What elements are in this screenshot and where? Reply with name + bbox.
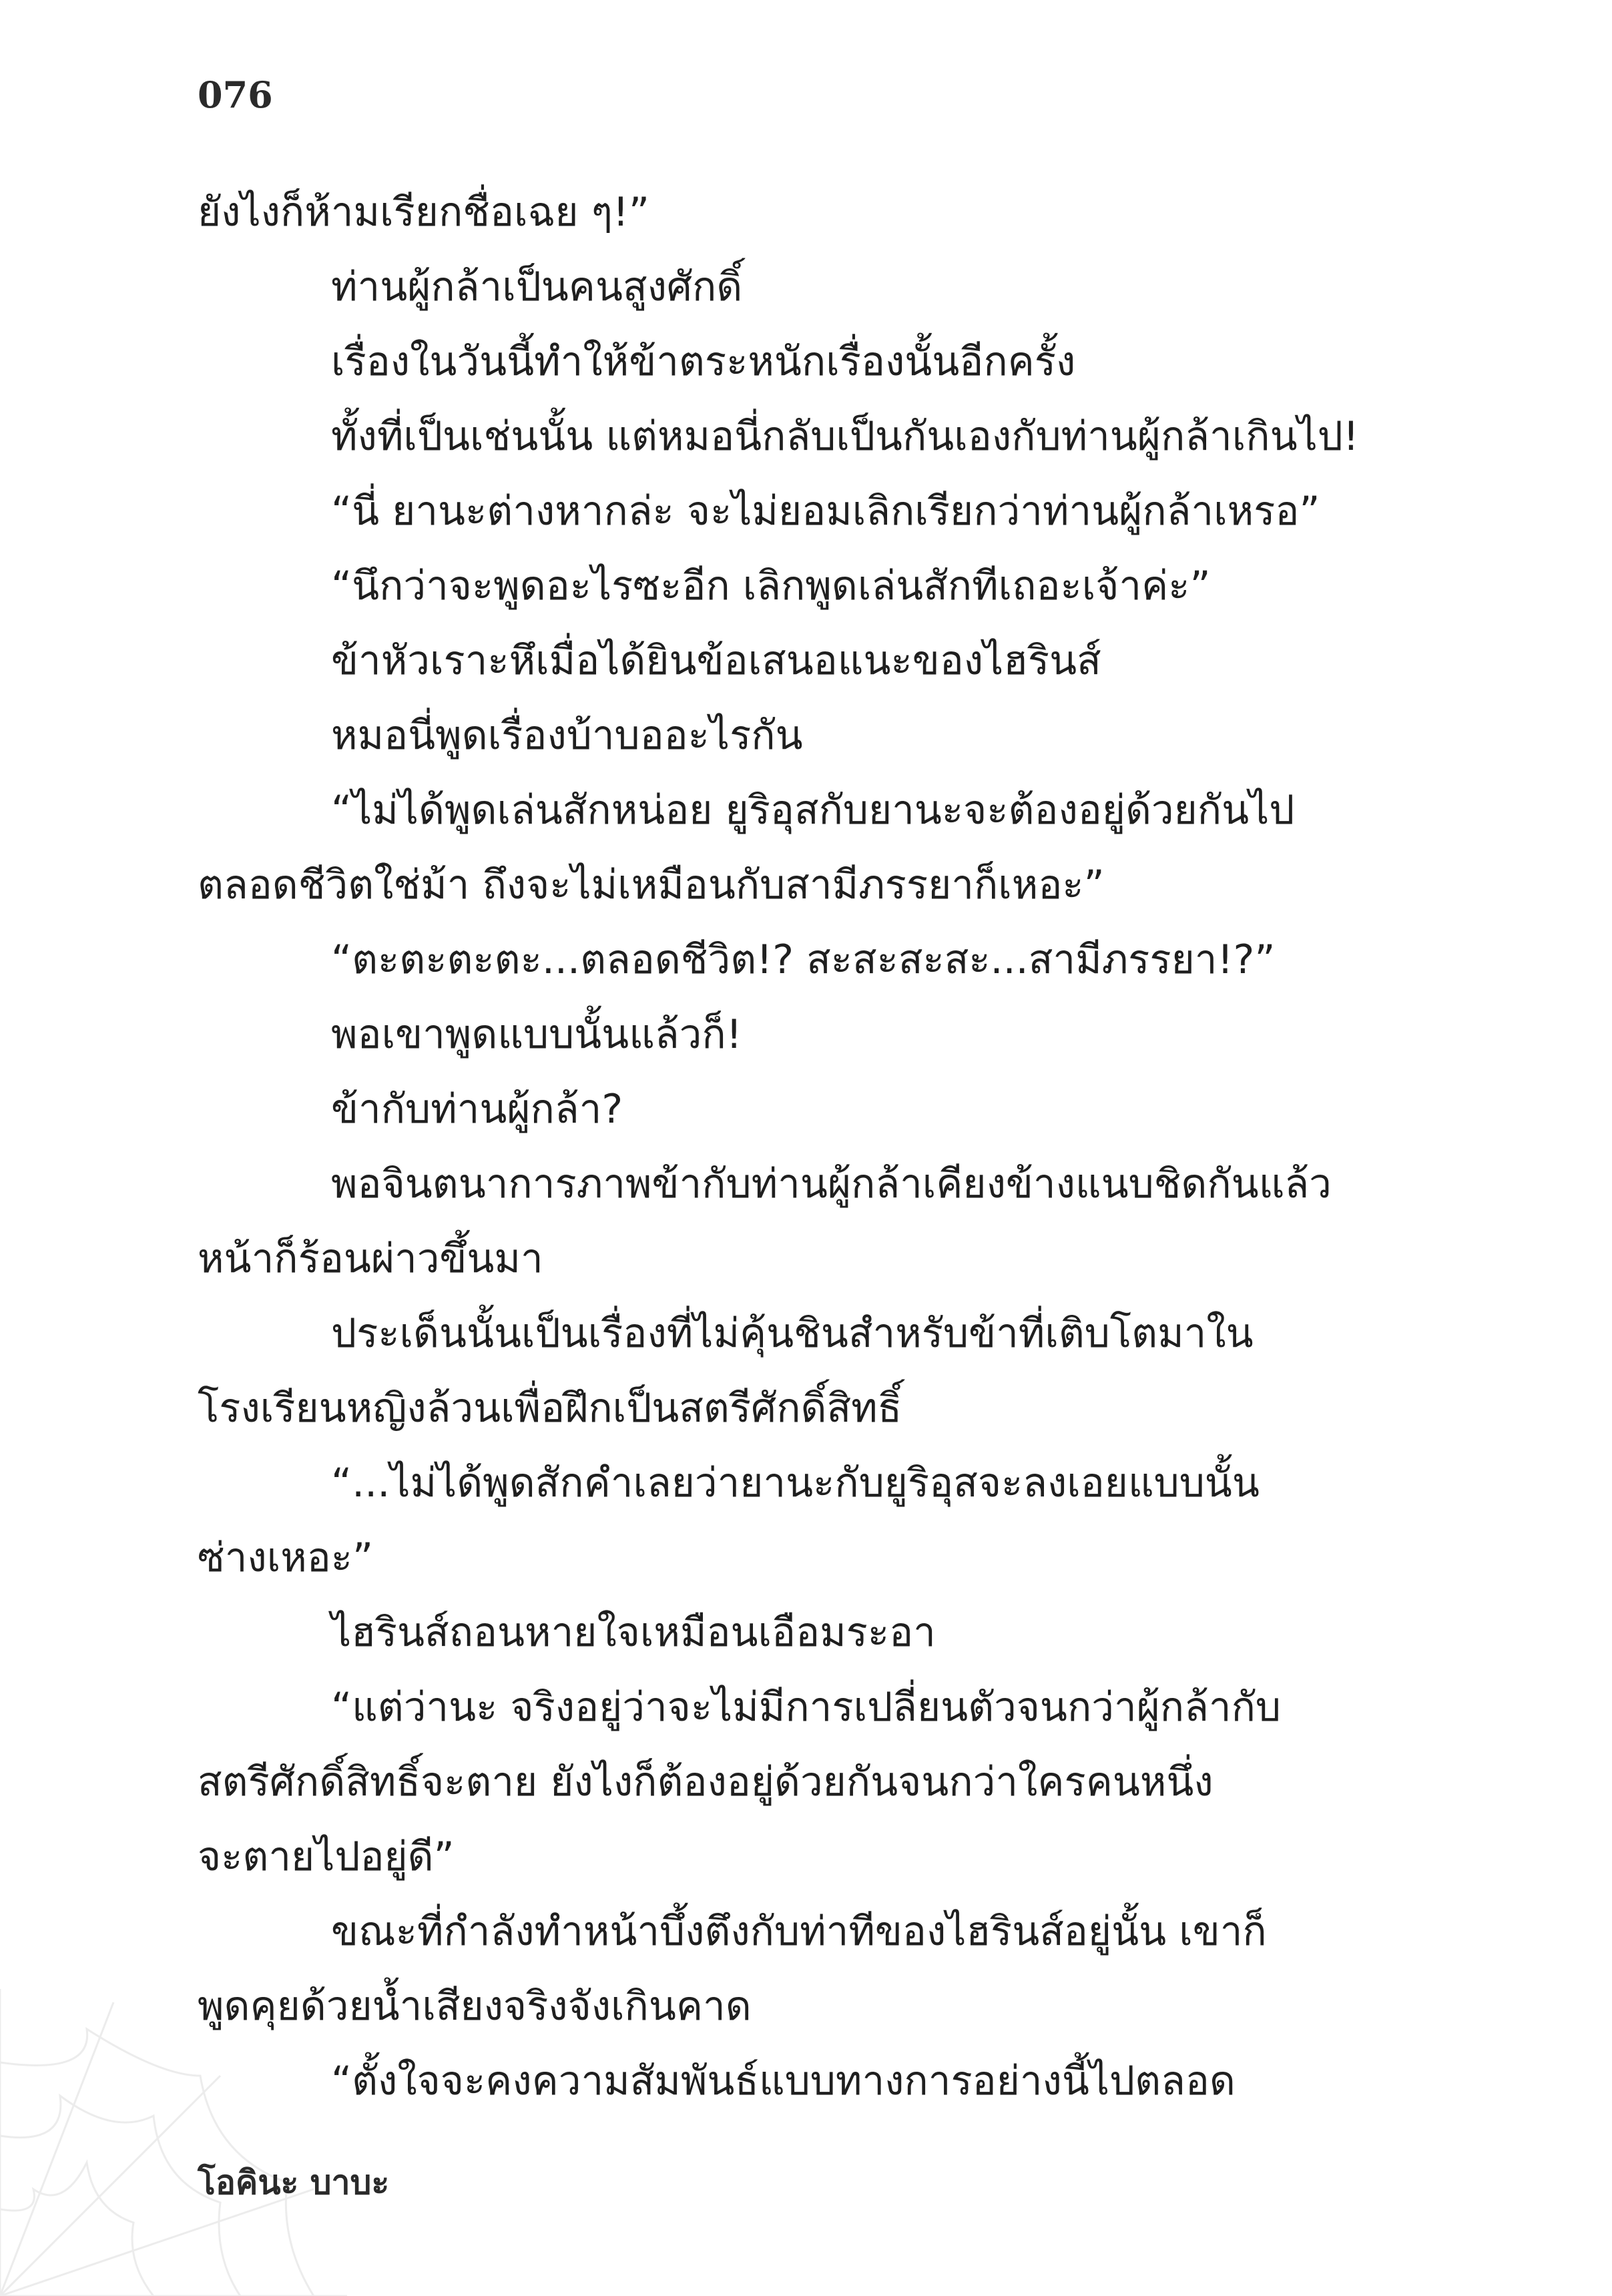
text-line: ขณะที่กำลังทำหน้าบึ้งตึงกับท่าทีของไฮรินส์อยู่นั้น เขาก็ bbox=[331, 1908, 1267, 1955]
text-line: ท่านผู้กล้าเป็นคนสูงศักดิ์ bbox=[331, 264, 743, 310]
text-line: ข้าหัวเราะหึเมื่อได้ยินข้อเสนอแนะของไฮรินส์ bbox=[331, 637, 1101, 684]
text-line: ซ่างเหอะ” bbox=[198, 1534, 374, 1581]
text-line: “...ไม่ได้พูดสักคำเลยว่ายานะกับยูริอุสจะลงเอยแบบนั้น bbox=[331, 1460, 1260, 1506]
book-title-footer: โอคินะ บาบะ bbox=[198, 2163, 390, 2202]
text-line: “แต่ว่านะ จริงอยู่ว่าจะไม่มีการเปลี่ยนตัวจนกว่าผู้กล้ากับ bbox=[331, 1684, 1282, 1731]
body-text bbox=[198, 175, 1412, 2118]
text-line: โรงเรียนหญิงล้วนเพื่อฝึกเป็นสตรีศักดิ์สิทธิ์ bbox=[198, 1385, 902, 1432]
text-line: “นี่ ยานะต่างหากล่ะ จะไม่ยอมเลิกเรียกว่าท่านผู้กล้าเหรอ” bbox=[331, 488, 1320, 535]
page-number: 076 bbox=[198, 73, 273, 116]
text-line: จะตายไปอยู่ดี” bbox=[198, 1833, 455, 1880]
text-line: พอเขาพูดแบบนั้นแล้วก็! bbox=[331, 1011, 742, 1058]
text-line: หมอนี่พูดเรื่องบ้าบออะไรกัน bbox=[331, 712, 803, 759]
cobweb-decoration bbox=[0, 1989, 347, 2296]
text-line: เรื่องในวันนี้ทำให้ข้าตระหนักเรื่องนั้นอีกครั้ง bbox=[331, 338, 1076, 385]
text-line: พอจินตนาการภาพข้ากับท่านผู้กล้าเคียงข้างแนบชิดกันแล้ว bbox=[331, 1161, 1332, 1207]
text-line: ข้ากับท่านผู้กล้า? bbox=[331, 1086, 623, 1133]
text-line: ประเด็นนั้นเป็นเรื่องที่ไม่คุ้นชินสำหรับข้าที่เติบโตมาใน bbox=[331, 1310, 1254, 1357]
text-line: ไฮรินส์ถอนหายใจเหมือนเอือมระอา bbox=[331, 1609, 936, 1656]
text-line: พูดคุยด้วยน้ำเสียงจริงจังเกินคาด bbox=[198, 1983, 752, 2030]
text-line: หน้าก็ร้อนผ่าวขึ้นมา bbox=[198, 1235, 543, 1282]
text-line: “ตะตะตะตะ...ตลอดชีวิต!? สะสะสะสะ...สามีภรรยา!?” bbox=[331, 936, 1276, 983]
text-line: ยังไงก็ห้ามเรียกชื่อเฉย ๆ!” bbox=[198, 189, 649, 236]
text-line: ตลอดชีวิตใช่ม้า ถึงจะไม่เหมือนกับสามีภรรยาก็เหอะ” bbox=[198, 862, 1105, 908]
text-line: ทั้งที่เป็นเช่นนั้น แต่หมอนี่กลับเป็นกันเองกับท่านผู้กล้าเกินไป! bbox=[331, 413, 1359, 460]
text-line: สตรีศักดิ์สิทธิ์จะตาย ยังไงก็ต้องอยู่ด้วยกันจนกว่าใครคนหนึ่ง bbox=[198, 1759, 1214, 1805]
text-line: “ไม่ได้พูดเล่นสักหน่อย ยูริอุสกับยานะจะต้องอยู่ด้วยกันไป bbox=[331, 787, 1295, 834]
text-line: “นึกว่าจะพูดอะไรซะอีก เลิกพูดเล่นสักทีเถอะเจ้าค่ะ” bbox=[331, 563, 1211, 609]
text-line: “ตั้งใจจะคงความสัมพันธ์แบบทางการอย่างนี้ไปตลอด bbox=[331, 2058, 1236, 2104]
